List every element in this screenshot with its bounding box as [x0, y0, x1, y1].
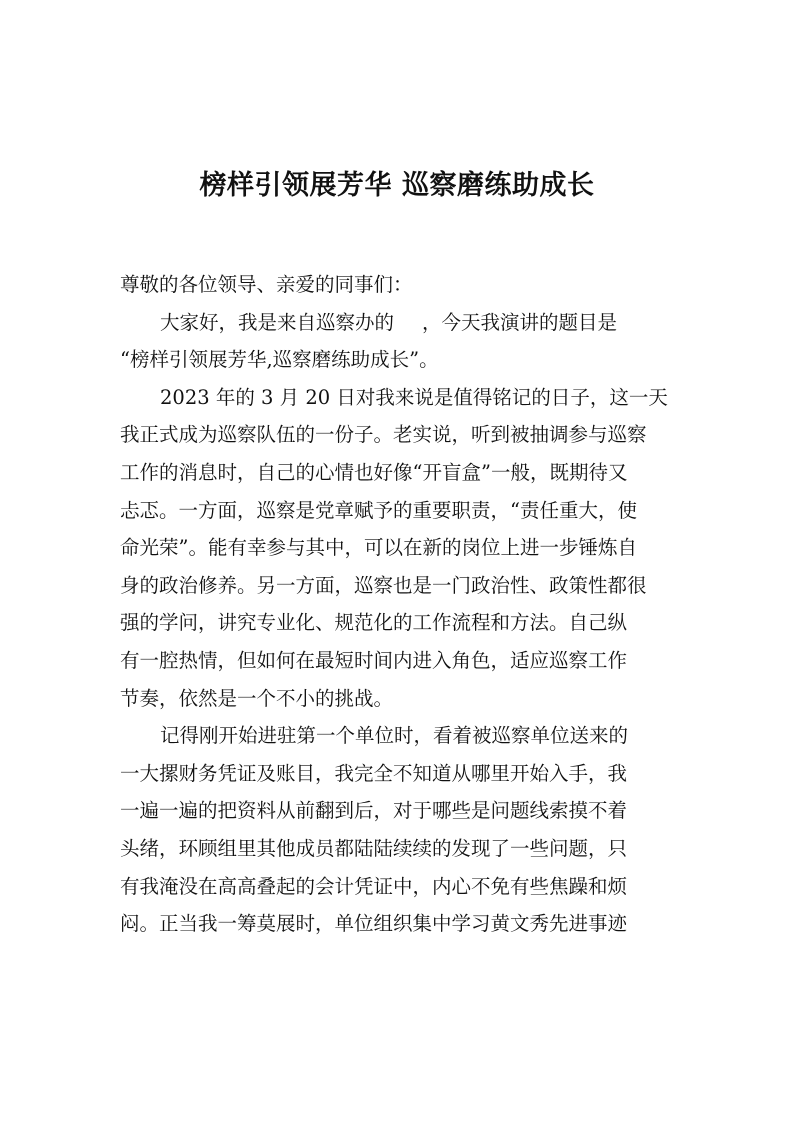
- paragraph-3-line: 头绪，环顾组里其他成员都陆陆续续的发现了一些问题，只: [120, 836, 628, 860]
- paragraph-1-line-2: “榜样引领展芳华,巡察磨练助成长”。: [120, 348, 439, 372]
- paragraph-2-line: 身的政治修养。另一方面，巡察也是一门政治性、政策性都很: [120, 573, 647, 597]
- paragraph-3-line: 一遍一遍的把资料从前翻到后，对于哪些是问题线索摸不着: [120, 799, 628, 823]
- paragraph-1-line-1: [120, 304, 690, 342]
- paragraph-2-line: 强的学问，讲究专业化、规范化的工作流程和方法。自己纵: [120, 611, 628, 635]
- document-title: 榜样引领展芳华 巡察磨练助成长: [199, 170, 595, 201]
- paragraph-2-line: 我正式成为巡察队伍的一份子。老实说，听到被抽调参与巡察: [120, 423, 647, 447]
- paragraph-1-text-a: 大家好，我是来自巡察办的: [160, 310, 395, 334]
- document-body: [120, 266, 690, 943]
- paragraph-3-line: 一大摞财务凭证及账目，我完全不知道从哪里开始入手，我: [120, 761, 628, 785]
- paragraph-2-line: 2023 年的 3 月 20 日对我来说是值得铭记的日子，这一天: [160, 385, 668, 409]
- paragraph-3-line: 闷。正当我一筹莫展时，单位组织集中学习黄文秀先进事迹: [120, 912, 628, 936]
- paragraph-3-line: 有我淹没在高高叠起的会计凭证中，内心不免有些焦躁和烦: [120, 874, 628, 898]
- paragraph-2-line: 工作的消息时，自己的心情也好像“开盲盒”一般，既期待又: [120, 460, 628, 484]
- paragraph-2-line: 命光荣”。能有幸参与其中，可以在新的岗位上进一步锤炼自: [120, 536, 637, 560]
- paragraph-3-line: 记得刚开始进驻第一个单位时，看着被巡察单位送来的: [160, 724, 629, 748]
- paragraph-2-line: 节奏，依然是一个不小的挑战。: [120, 686, 394, 710]
- paragraph-1-text-b: ，今天我演讲的题目是: [422, 310, 618, 334]
- salutation: 尊敬的各位领导、亲爱的同事们：: [120, 273, 413, 296]
- paragraph-2-line: 忐忑。一方面，巡察是党章赋予的重要职责，“责任重大，使: [120, 498, 637, 522]
- paragraph-2-line: 有一腔热情，但如何在最短时间内进入角色，适应巡察工作: [120, 648, 628, 672]
